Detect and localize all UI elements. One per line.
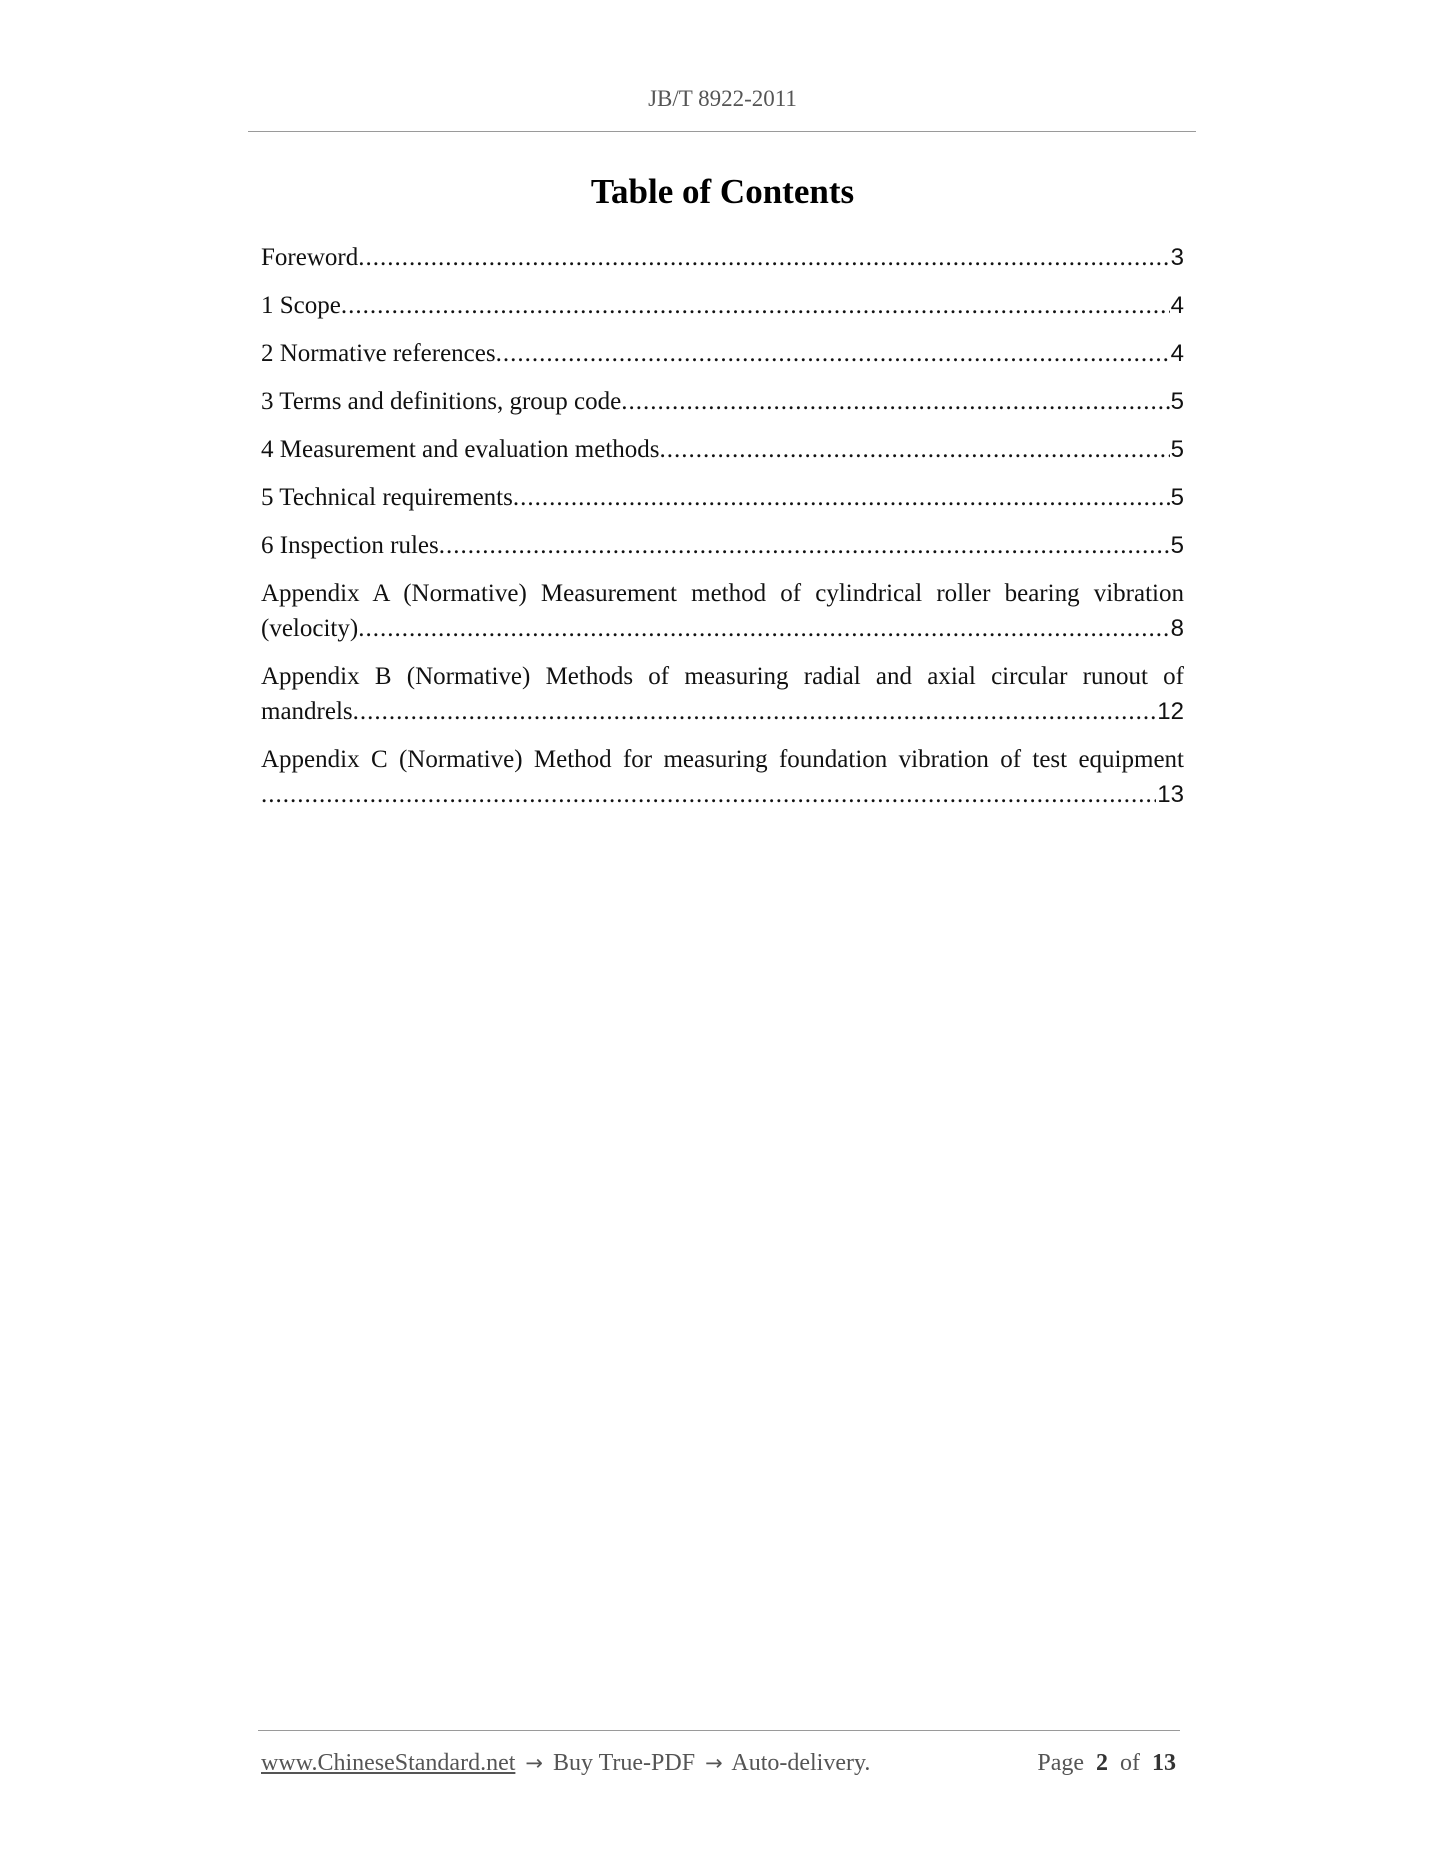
toc-entry-normative-references[interactable] [261, 336, 1184, 371]
toc-dot-leader [439, 528, 1170, 563]
toc-entry-text: 4 Measurement and evaluation methods [261, 436, 660, 463]
toc-page-number: 5 [1170, 436, 1184, 463]
toc-entry-text: mandrels [261, 698, 353, 725]
page-number-indicator [1037, 1750, 1176, 1777]
footer-promo [261, 1750, 870, 1777]
toc-dot-leader [621, 384, 1169, 419]
page-footer [261, 1750, 1176, 1777]
toc-page-number: 3 [1170, 244, 1184, 271]
toc-entry-text: 6 Inspection rules [261, 532, 439, 559]
footer-divider [258, 1730, 1180, 1731]
toc-dot-leader [341, 288, 1170, 323]
toc-entry-text: 2 Normative references [261, 340, 496, 367]
toc-page-number: 8 [1170, 615, 1184, 642]
arrow-right-icon: → [705, 1751, 723, 1775]
footer-step-buy: Buy True-PDF [553, 1750, 696, 1776]
page-of-label: of [1120, 1750, 1140, 1776]
toc-entry-appendix-c[interactable] [261, 742, 1184, 812]
toc-entry-heading: Appendix B (Normative) Methods of measuring radial and axial circular runout of [261, 663, 1184, 690]
toc-dot-leader [353, 694, 1157, 729]
toc-page-number: 5 [1170, 484, 1184, 511]
toc-entry-foreword[interactable] [261, 240, 1184, 275]
toc-dot-leader [358, 240, 1169, 275]
header-divider [248, 131, 1196, 132]
toc-dot-leader [358, 611, 1169, 646]
toc-title: Table of Contents [590, 172, 855, 211]
toc-entry-inspection-rules[interactable] [261, 528, 1184, 563]
table-of-contents [261, 240, 1184, 825]
toc-entry-text: 5 Technical requirements [261, 484, 513, 511]
toc-dot-leader [496, 336, 1170, 371]
toc-dot-leader [513, 480, 1170, 515]
toc-entry-measurement-evaluation[interactable] [261, 432, 1184, 467]
toc-dot-leader [261, 777, 1156, 812]
toc-entry-terms-definitions[interactable] [261, 384, 1184, 419]
toc-page-number: 13 [1157, 781, 1184, 808]
arrow-right-icon: → [525, 1751, 543, 1775]
footer-step-delivery: Auto-delivery. [731, 1750, 871, 1776]
document-id-header: JB/T 8922-2011 [648, 86, 797, 111]
toc-page-number: 4 [1170, 340, 1184, 367]
toc-entry-heading: Appendix A (Normative) Measurement method of cylindrical roller bearing vibration [261, 580, 1184, 607]
page-label: Page [1037, 1750, 1084, 1776]
toc-entry-text: 3 Terms and definitions, group code [261, 388, 622, 415]
toc-entry-appendix-b[interactable] [261, 659, 1184, 729]
toc-entry-appendix-a[interactable] [261, 576, 1184, 646]
toc-page-number: 5 [1170, 388, 1184, 415]
toc-dot-leader [660, 432, 1170, 467]
page-total: 13 [1152, 1750, 1176, 1776]
page-current: 2 [1096, 1750, 1108, 1776]
toc-entry-text: 1 Scope [261, 292, 341, 319]
toc-entry-technical-requirements[interactable] [261, 480, 1184, 515]
website-link[interactable]: www.ChineseStandard.net [261, 1750, 516, 1776]
toc-entry-heading: Appendix C (Normative) Method for measuring foundation vibration of test equipment [261, 746, 1184, 773]
toc-entry-text: (velocity) [261, 615, 359, 642]
toc-entry-text: Foreword [261, 244, 359, 271]
toc-page-number: 12 [1157, 698, 1184, 725]
toc-page-number: 5 [1170, 532, 1184, 559]
toc-entry-scope[interactable] [261, 288, 1184, 323]
toc-page-number: 4 [1170, 292, 1184, 319]
